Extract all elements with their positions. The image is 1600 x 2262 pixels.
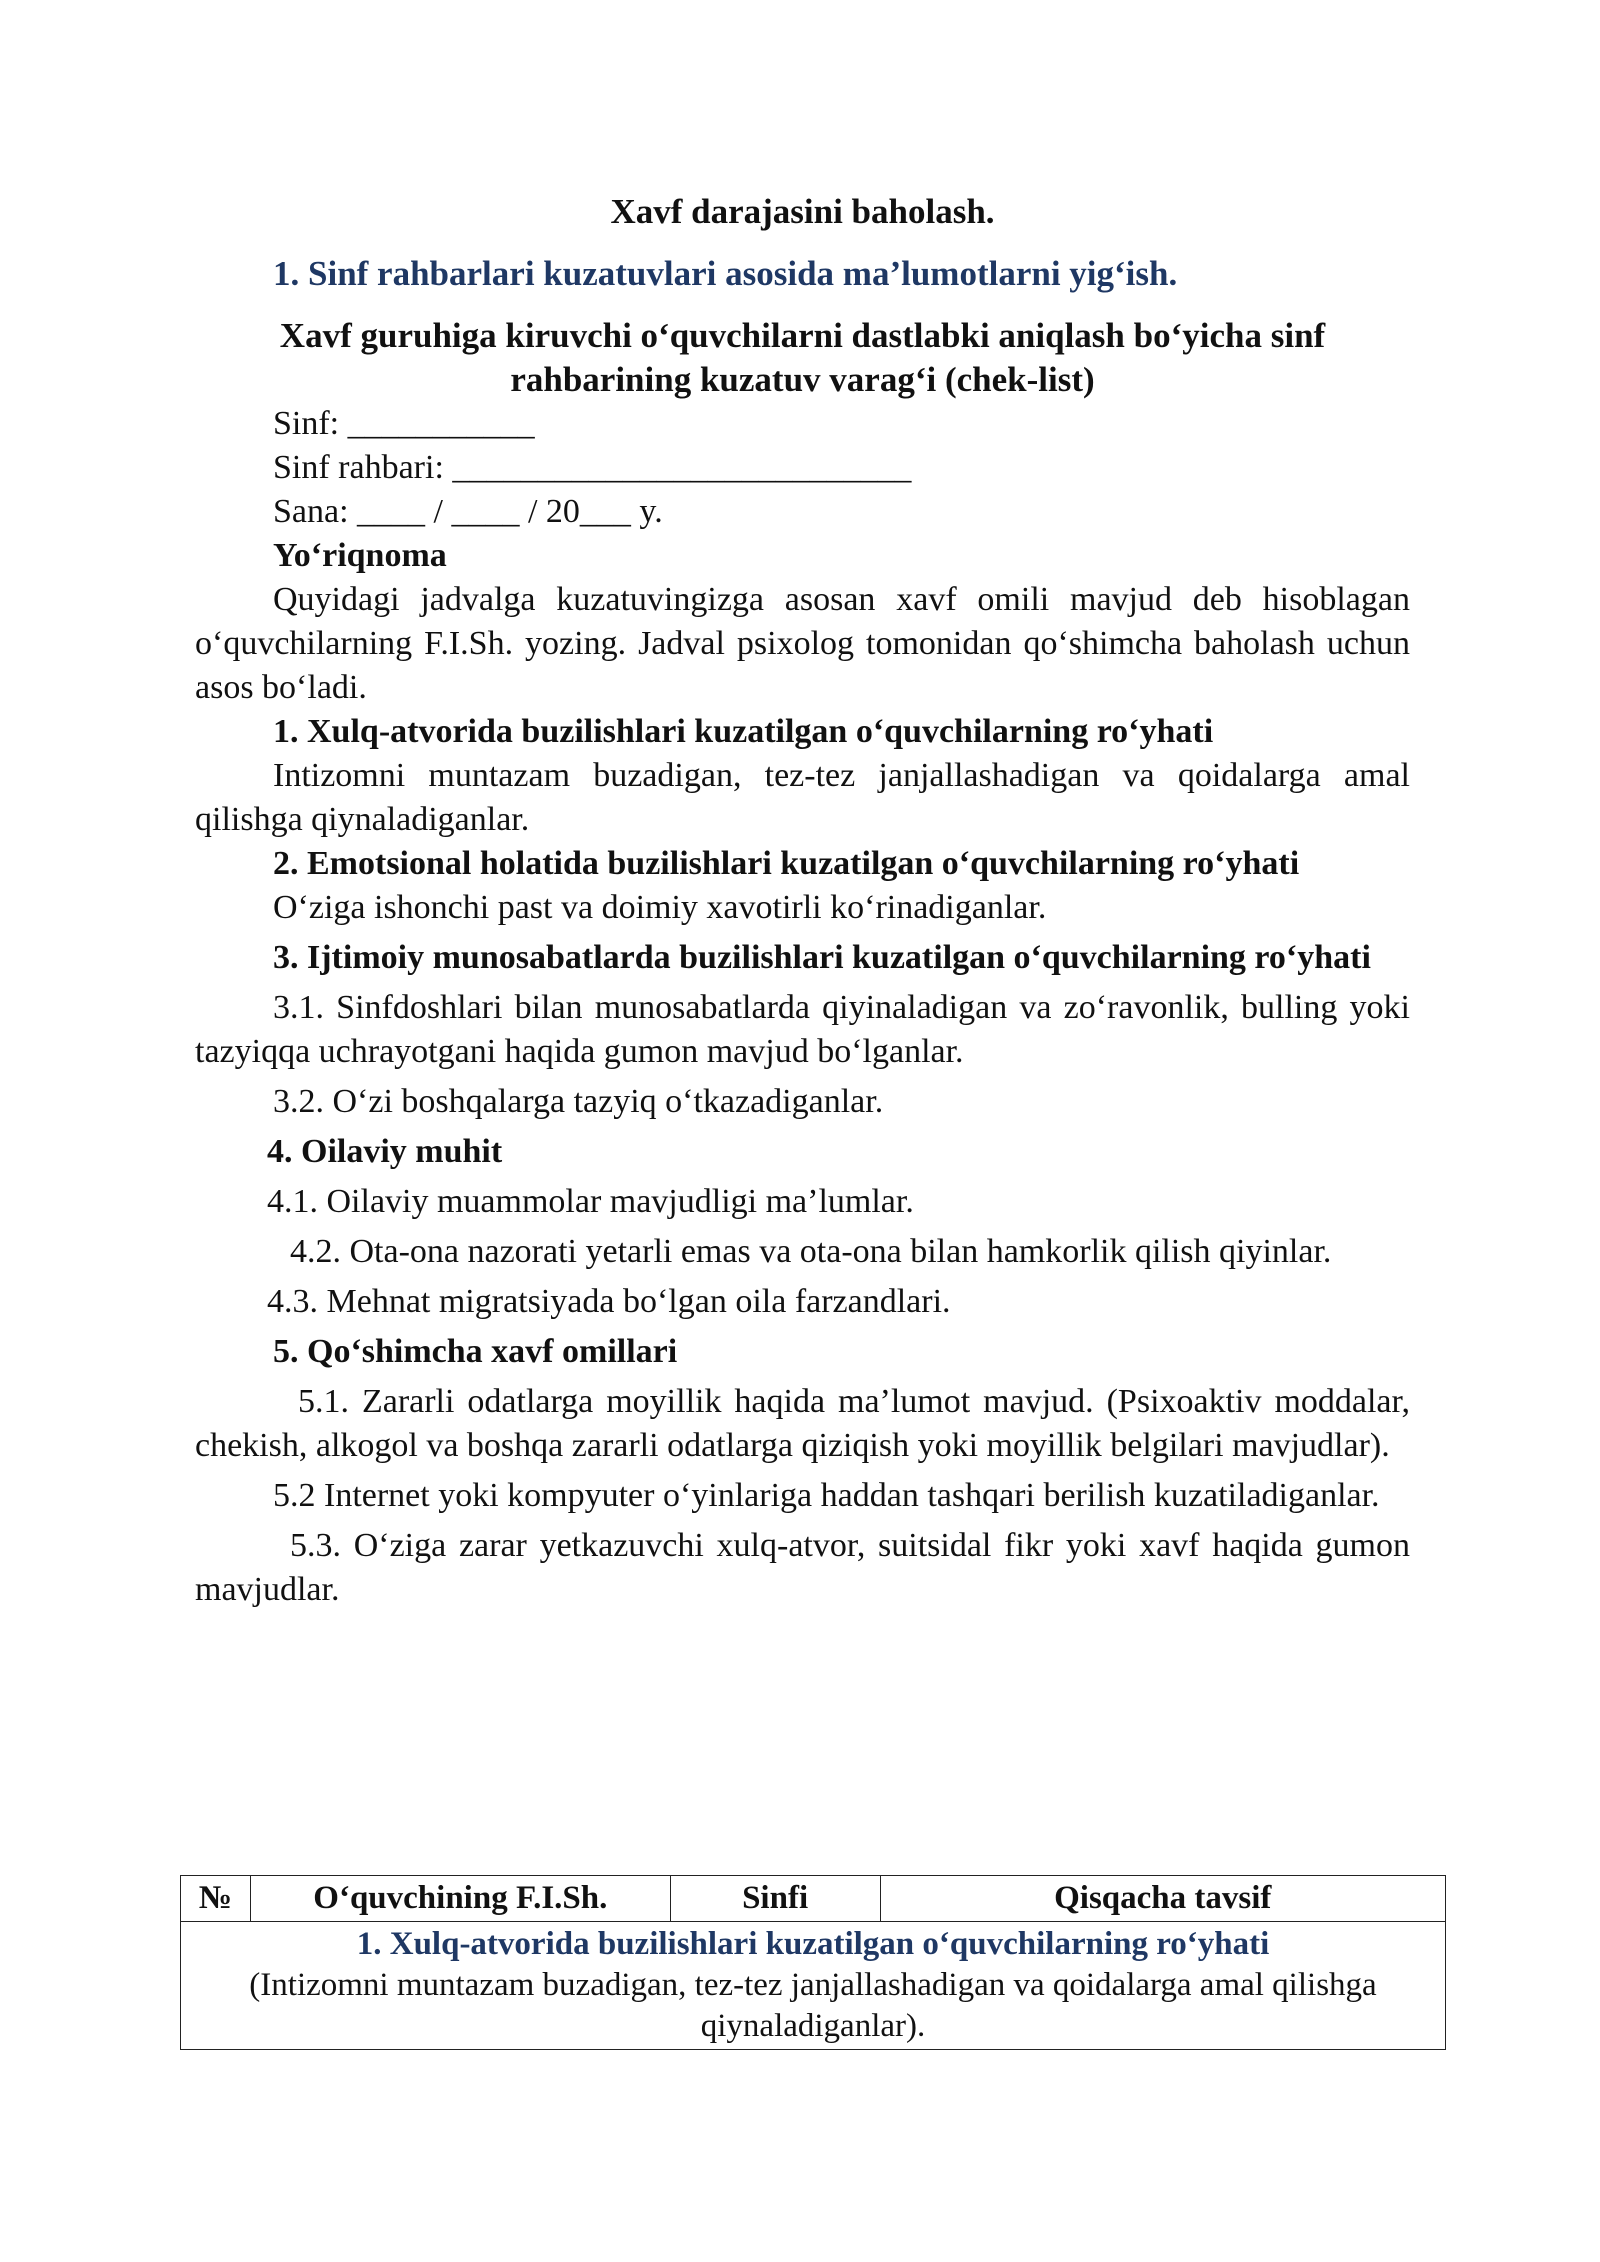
header-number: №	[181, 1876, 251, 1922]
header-name: O‘quvchining F.I.Sh.	[250, 1876, 670, 1922]
field-sinf-rahbari: Sinf rahbari: ___________________________	[273, 449, 912, 486]
s5-1-text: 5.1. Zararli odatlarga moyillik haqida ma’lumot mavjud. (Psixoaktiv moddalar, chekish, alkogol va boshqa zararli odatlarga qiziqish yoki moyillik belgilari mavjudlar).	[195, 1383, 1410, 1464]
checklist-title-line1: Xavf guruhiga kiruvchi o‘quvchilarni dastlabki aniqlash bo‘yicha sinf	[279, 316, 1326, 355]
s1-text: Intizomni muntazam buzadigan, tez-tez janjallashadigan va qoidalarga amal qilishga qiynaladiganlar.	[195, 757, 1410, 838]
s1-heading: 1. Xulq-atvorida buzilishlari kuzatilgan o‘quvchilarning ro‘yhati	[273, 713, 1214, 750]
instruction-text: Quyidagi jadvalga kuzatuvingizga asosan xavf omili mavjud deb hisoblagan o‘quvchilarning F.I.Sh. yozing. Jadval psixolog tomonidan qo‘shimcha baholash uchun asos bo‘ladi.	[195, 581, 1410, 706]
students-table	[180, 1875, 1446, 2050]
instruction-heading: Yo‘riqnoma	[273, 537, 447, 574]
header-description: Qisqacha tavsif	[880, 1876, 1445, 1922]
s3-heading: 3. Ijtimoiy munosabatlarda buzilishlari kuzatilgan o‘quvchilarning ro‘yhati	[273, 939, 1371, 976]
field-sana: Sana: ____ / ____ / 20___ y.	[273, 493, 663, 530]
document-body	[195, 190, 1410, 1612]
checklist-title-line2: rahbarining kuzatuv varag‘i (chek-list)	[510, 360, 1095, 399]
s5-heading: 5. Qo‘shimcha xavf omillari	[273, 1333, 678, 1370]
s3-1-text: 3.1. Sinfdoshlari bilan munosabatlarda qiyinaladigan va zo‘ravonlik, bulling yoki tazyiqqa uchrayotgani haqida gumon mavjud bo‘lganlar.	[195, 989, 1410, 1070]
field-sinf: Sinf: ___________	[273, 405, 535, 442]
s2-heading: 2. Emotsional holatida buzilishlari kuzatilgan o‘quvchilarning ro‘yhati	[273, 845, 1300, 882]
table-section-title: 1. Xulq-atvorida buzilishlari kuzatilgan o‘quvchilarning ro‘yhati	[356, 1926, 1270, 1962]
table-section-cell	[181, 1922, 1446, 2050]
table-section-description: (Intizomni muntazam buzadigan, tez-tez janjallashadigan va qoidalarga amal qilishga qiynaladiganlar).	[249, 1967, 1377, 2044]
s4-3-text: 4.3. Mehnat migratsiyada bo‘lgan oila farzandlari.	[267, 1283, 951, 1320]
document-title: Xavf darajasini baholash.	[610, 192, 995, 231]
section-heading: 1. Sinf rahbarlari kuzatuvlari asosida ma’lumotlarni yig‘ish.	[273, 254, 1178, 293]
s4-1-text: 4.1. Oilaviy muammolar mavjudligi ma’lumlar.	[267, 1183, 914, 1220]
s5-3-text: 5.3. O‘ziga zarar yetkazuvchi xulq-atvor, suitsidal fikr yoki xavf haqida gumon mavjudlar.	[195, 1527, 1410, 1608]
header-class: Sinfi	[670, 1876, 880, 1922]
table-header-row	[181, 1876, 1446, 1922]
s4-2-text: 4.2. Ota-ona nazorati yetarli emas va ota-ona bilan hamkorlik qilish qiyinlar.	[290, 1233, 1332, 1270]
table-section-row	[181, 1922, 1446, 2050]
s5-2-text: 5.2 Internet yoki kompyuter o‘yinlariga haddan tashqari berilish kuzatiladiganlar.	[273, 1477, 1380, 1514]
s4-heading: 4. Oilaviy muhit	[267, 1133, 503, 1170]
s3-2-text: 3.2. O‘zi boshqalarga tazyiq o‘tkazadiganlar.	[273, 1083, 884, 1120]
s2-text: O‘ziga ishonchi past va doimiy xavotirli ko‘rinadiganlar.	[273, 889, 1047, 926]
